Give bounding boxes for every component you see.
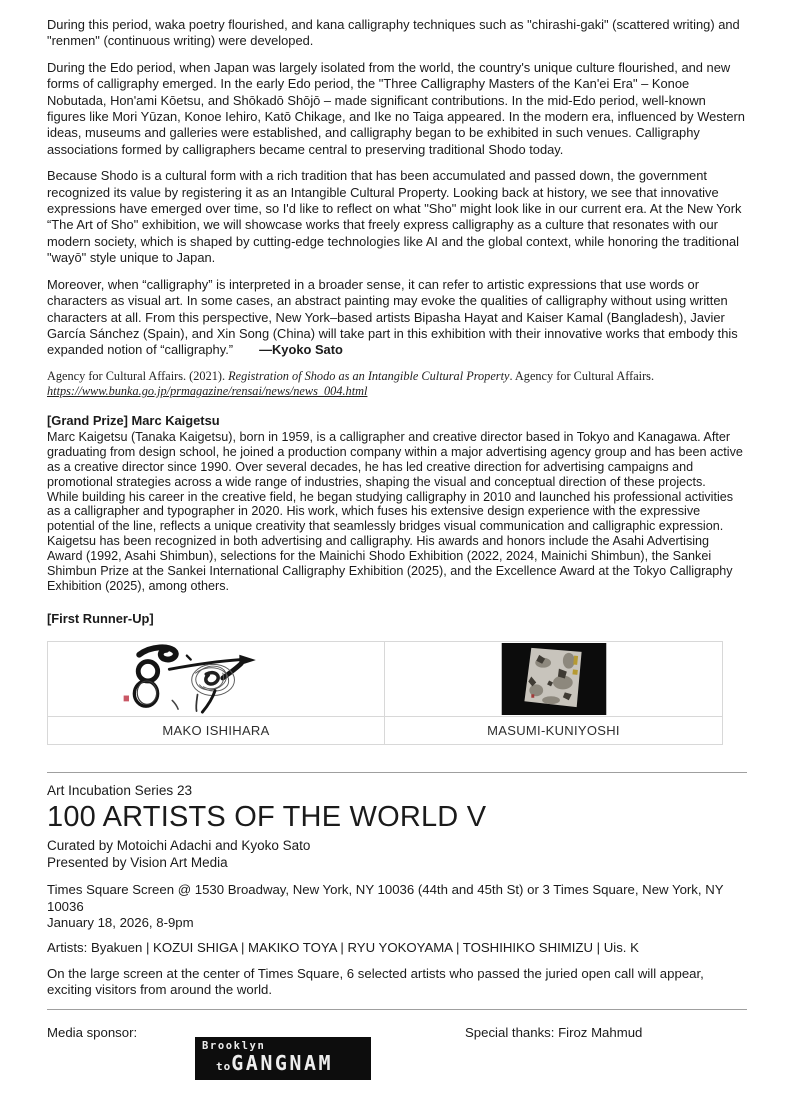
grand-prize-paragraph-3: Kaigetsu has been recognized in both advertising and calligraphy. His awards and honors include the Asahi Advertising Award (1992, Asahi Shimbun), selections for the Mainichi Shodo Exhibition (2022, 2024, Mainichi Shimbun), the Sankei Shimbun Prize at the Sankei International Calligraphy Exhibition (2025), and the Excellence Award at the Tokyo Calligraphy Exhibition (2025), among others. [47,534,733,593]
citation [47,369,747,400]
intro-paragraph-3: Because Shodo is a cultural form with a rich tradition that has been accumulated and passed down, the government recognized its value by registering it as an Intangible Cultural Property. Looking back at history, we see that innovative expressions have emerged over time, so I'd like to reflect on what "Sho" might look like in our current era. At the New York “The Art of Sho" exhibition, we will showcase works that freely express calligraphy as a culture that resonates with our modern society, which is shaped by cutting-edge technologies like AI and the global context, while honoring the traditional "wayō" style unique to Japan. [47,168,742,266]
grand-prize-paragraph-1: Marc Kaigetsu (Tanaka Kaigetsu), born in 1959, is a calligrapher and creative director based in Tokyo and Kanagawa. After graduating from design school, he joined a production company within a major advertising agency group and has been active as a creative director since 1990. Over several decades, he has led creative direction for advertising campaigns and promotional strategies across a wide range of industries, shaping the visual and conceptual direction of these projects. [47,429,743,489]
artwork-cell-left [48,642,385,717]
artist-name-left: MAKO ISHIHARA [48,717,385,745]
table-row-names [48,717,723,745]
grand-prize-heading: [Grand Prize] Marc Kaigetsu [47,412,220,428]
footer [47,1017,747,1097]
section-divider [47,772,747,773]
venue-line-2: 10036 [47,898,84,914]
citation-suffix: . Agency for Cultural Affairs. [509,368,655,383]
logo-text-brooklyn: Brooklyn [202,1039,266,1052]
curated-by-line: Curated by Motoichi Adachi and Kyoko Sato [47,838,311,854]
intro-paragraph-2: During the Edo period, when Japan was largely isolated from the world, the country's unique culture flourished, and new forms of calligraphy emerged. In the early Edo period, the "Three Calligraphy Masters of the Kan'ei Era" – Konoe Nobutada, Hon'ami Kōetsu, and Shōkadō Shōjō – made significant contributions. In the mid-Edo period, well-known figures like Mori Yūzan, Konoe Iehiro, Katō Chikage, and Ike no Taiga appeared. In the modern era, influenced by Western ideas, museums and galleries were established, and calligraphy began to be exhibited in such venues. Calligraphy associations formed by calligraphers became central to preserving traditional Shodo today. [47,59,745,157]
winners-table [47,641,723,745]
event-details [47,882,747,996]
series-label: Art Incubation Series 23 [47,783,193,799]
venue-line-1: Times Square Screen @ 1530 Broadway, New York, NY 10036 (44th and 45th St) or 3 Times Square, New York, NY [47,882,724,898]
collage-artwork [501,643,607,715]
first-runner-up-heading: [First Runner-Up] [47,610,154,626]
logo-text-line2 [216,1052,371,1078]
citation-prefix: Agency for Cultural Affairs. (2021). [47,368,229,383]
artwork-cell-right [385,642,723,717]
date-line: January 18, 2026, 8-9pm [47,914,194,930]
intro-paragraph-1: During this period, waka poetry flourished, and kana calligraphy techniques such as "chirashi-gaki" (scattered writing) and "renmen" (continuous writing) were developed. [47,17,740,49]
grand-prize-section [47,413,747,594]
event-title: 100 ARTISTS OF THE WORLD V [47,801,487,834]
grand-prize-paragraph-2: While building his career in the creative field, he began studying calligraphy in 2010 and launched his professional activities as a calligrapher and typographer in 2020. His work, which fuses his extensive design experience with the expressive potential of the line, reflects a unique creativity that seamlessly bridges visual communication and calligraphic expression. [47,489,734,534]
author-signature: —Kyoko Sato [259,342,343,358]
citation-link[interactable]: https://www.bunka.go.jp/prmagazine/rensai/news/news_004.html [47,384,368,399]
logo-text-gangnam: GANGNAM [231,1050,334,1075]
intro-paragraph-4-text: Moreover, when “calligraphy” is interpreted in a broader sense, it can refer to artistic expressions that use words or characters as visual art. In some cases, an abstract painting may evoke the qualities of calligraphy without using written characters at all. From this perspective, New York–based artists Bipasha Hayat and Kaiser Kamal (Bangladesh), Javier García Sánchez (Spain), and Xin Song (China) will take part in this exhibition with their innovative works that embody this expanded notion of “calligraphy.” [47,276,738,358]
citation-title: Registration of Shodo as an Intangible Cultural Property [228,368,510,383]
artists-line: Artists: Byakuen | KOZUI SHIGA | MAKIKO TOYA | RYU YOKOYAMA | TOSHIHIKO SHIMIZU | Uis. K [47,940,639,956]
event-description: On the large screen at the center of Times Square, 6 selected artists who passed the juried open call will appear, exciting visitors from around the world. [47,966,704,997]
ink-calligraphy-artwork [111,644,321,714]
artist-name-right: MASUMI-KUNIYOSHI [385,717,723,745]
table-row-artworks [48,642,723,717]
special-thanks-label: Special thanks: Firoz Mahmud [465,1024,643,1040]
presented-by-line: Presented by Vision Art Media [47,854,228,870]
footer-divider [47,1009,747,1010]
citation-line [47,369,747,385]
logo-text-to: to [216,1059,232,1073]
intro-paragraph-4 [47,277,747,359]
media-sponsor-label: Media sponsor: [47,1024,138,1040]
brooklyn-to-gangnam-logo [195,1037,371,1080]
